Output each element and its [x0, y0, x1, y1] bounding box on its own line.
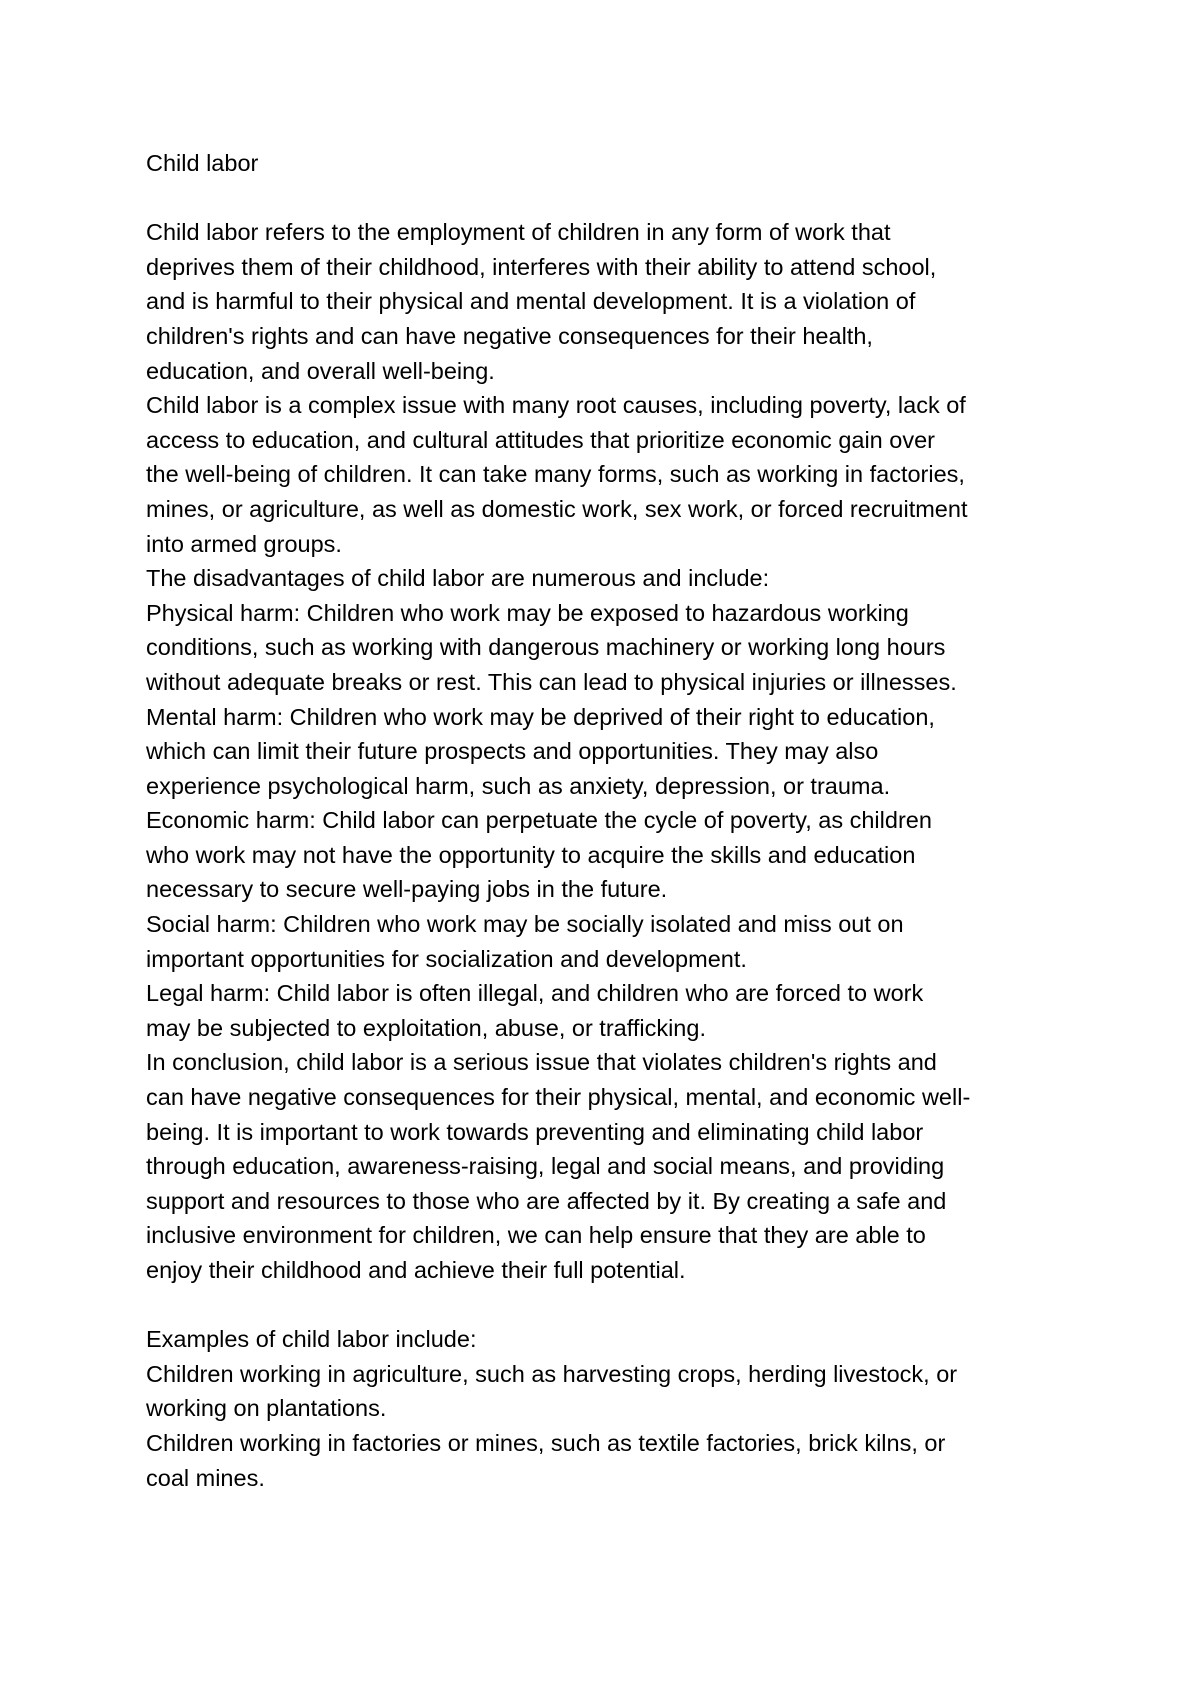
text-line: Child labor refers to the employment of children in any form of work that [146, 219, 891, 246]
text-line: Economic harm: Child labor can perpetuate the cycle of poverty, as children [146, 807, 932, 834]
text-line: working on plantations. [146, 1395, 387, 1422]
text-line: necessary to secure well-paying jobs in the future. [146, 876, 668, 903]
text-line: enjoy their childhood and achieve their full potential. [146, 1257, 686, 1283]
text-line: Child labor is a complex issue with many root causes, including poverty, lack of [146, 392, 966, 419]
text-line: who work may not have the opportunity to acquire the skills and education [146, 841, 916, 868]
text-line: Social harm: Children who work may be socially isolated and miss out on [146, 911, 904, 938]
text-line: access to education, and cultural attitudes that prioritize economic gain over [146, 426, 935, 453]
text-line: conditions, such as working with dangerous machinery or working long hours [146, 634, 946, 661]
document-body [146, 146, 1076, 1495]
text-line: can have negative consequences for their physical, mental, and economic well- [146, 1084, 971, 1111]
examples-intro: Examples of child labor include: [146, 1326, 477, 1353]
text-line: children's rights and can have negative consequences for their health, [146, 322, 873, 349]
text-line: Mental harm: Children who work may be deprived of their right to education, [146, 703, 935, 730]
paragraph-legal-harm [146, 976, 1076, 1045]
example-agriculture [146, 1357, 1076, 1426]
text-line: experience psychological harm, such as anxiety, depression, or trauma. [146, 772, 891, 799]
paragraph-root-causes [146, 388, 1076, 561]
text-line: Legal harm: Child labor is often illegal, and children who are forced to work [146, 980, 924, 1007]
paragraph-social-harm [146, 907, 1076, 976]
blank-line [146, 1288, 1076, 1323]
text-line: education, and overall well-being. [146, 357, 495, 384]
paragraph-conclusion [146, 1045, 1076, 1287]
paragraph-definition [146, 215, 1076, 388]
paragraph-mental-harm [146, 700, 1076, 804]
text-line: deprives them of their childhood, interferes with their ability to attend school, [146, 253, 937, 280]
text-line: Children working in factories or mines, such as textile factories, brick kilns, or [146, 1429, 946, 1456]
text-line: The disadvantages of child labor are numerous and include: [146, 565, 770, 592]
text-line: through education, awareness-raising, legal and social means, and providing [146, 1153, 945, 1180]
text-line: may be subjected to exploitation, abuse, or trafficking. [146, 1014, 706, 1041]
paragraph-physical-harm [146, 596, 1076, 700]
text-line: support and resources to those who are affected by it. By creating a safe and [146, 1187, 947, 1214]
text-line: Physical harm: Children who work may be exposed to hazardous working [146, 599, 909, 626]
examples-section [146, 1322, 1076, 1495]
text-line: coal mines. [146, 1464, 265, 1491]
document-title: Child labor [146, 150, 259, 176]
example-factories-mines [146, 1426, 1076, 1495]
text-line: In conclusion, child labor is a serious issue that violates children's rights and [146, 1049, 937, 1076]
blank-line [146, 181, 1076, 216]
text-line: without adequate breaks or rest. This can lead to physical injuries or illnesses. [146, 668, 957, 695]
text-line: inclusive environment for children, we can help ensure that they are able to [146, 1222, 926, 1249]
text-line: the well-being of children. It can take many forms, such as working in factories, [146, 461, 965, 488]
text-line: mines, or agriculture, as well as domestic work, sex work, or forced recruitment [146, 495, 968, 522]
text-line: into armed groups. [146, 530, 342, 557]
text-line: which can limit their future prospects and opportunities. They may also [146, 738, 879, 765]
paragraph-economic-harm [146, 803, 1076, 907]
text-line: Children working in agriculture, such as harvesting crops, herding livestock, or [146, 1360, 958, 1387]
paragraph-disadvantages-intro [146, 561, 1076, 596]
text-line: being. It is important to work towards preventing and eliminating child labor [146, 1118, 924, 1145]
text-line: and is harmful to their physical and mental development. It is a violation of [146, 288, 916, 315]
text-line: important opportunities for socialization and development. [146, 945, 747, 972]
